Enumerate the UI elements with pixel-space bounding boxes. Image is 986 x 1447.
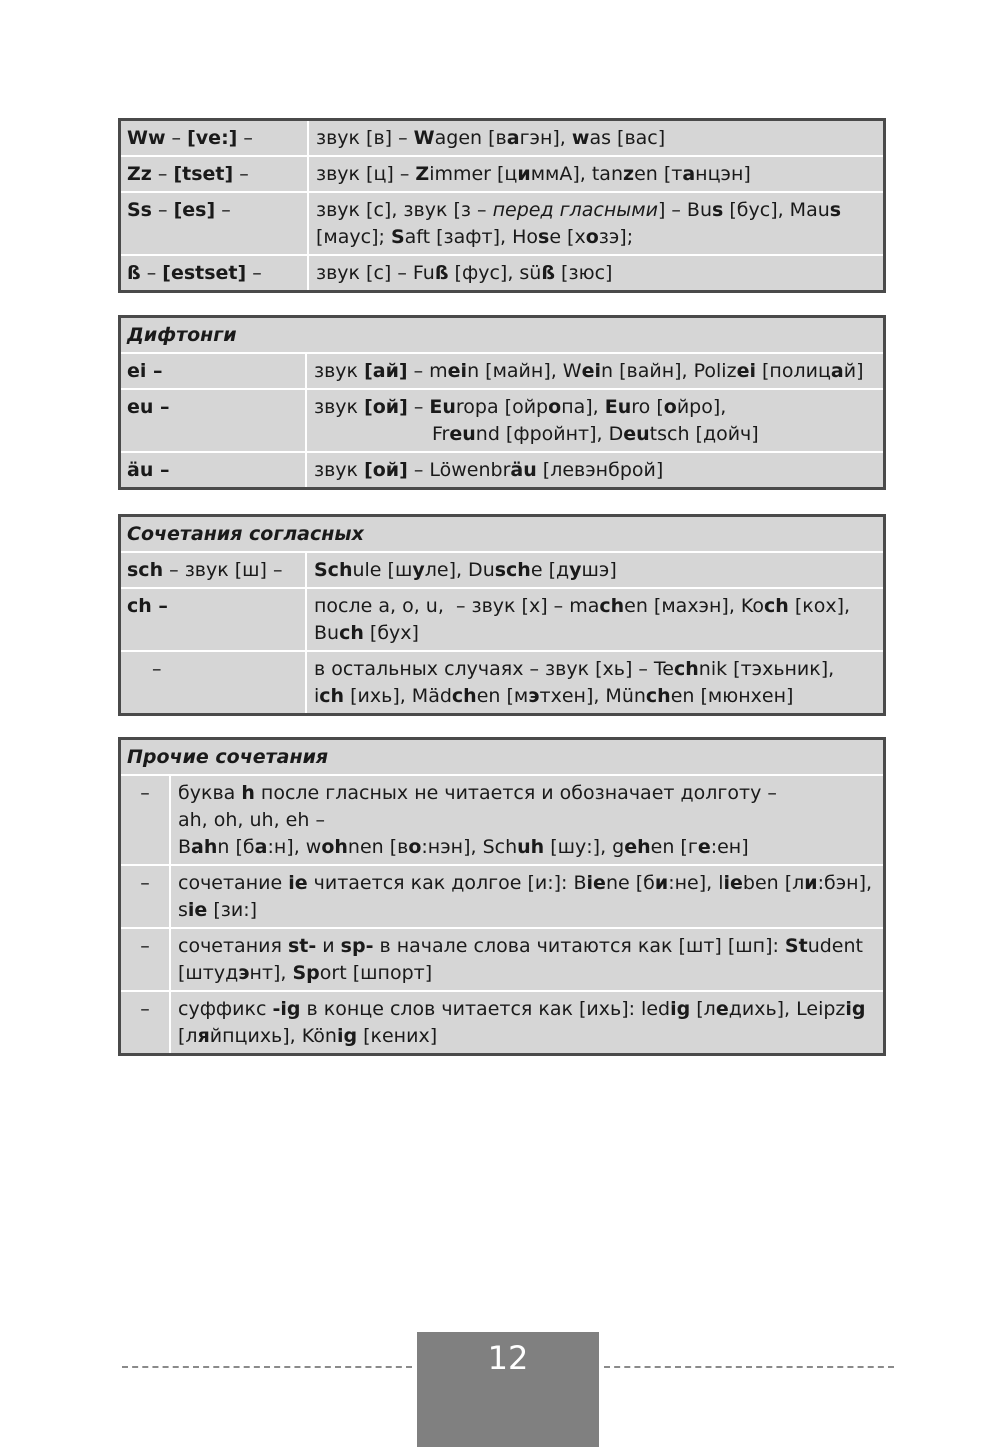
table-row [121, 193, 883, 256]
table-consonants [118, 514, 886, 716]
row-right: звук [ай] – mein [майн], Wein [вайн], Polizei [полицай] [314, 360, 864, 382]
row-right: Schule [шуле], Dusche [душэ] [314, 559, 617, 581]
row-right: звук [ц] – Zimmer [циммА], tanzen [танцэн] [316, 163, 751, 185]
table-diphthongs [118, 315, 886, 490]
row-left: ei – [121, 354, 307, 388]
row-right: звук [ой] – Europa [ойропа], Euro [ойро], Freund [фройнт], Deutsch [дойч] [314, 396, 759, 445]
row-right: звук [ой] – Löwenbräu [левэнброй] [314, 459, 664, 481]
row-left: eu – [121, 390, 307, 451]
row-right: буква h после гласных не читается и обозначает долготу – ah, oh, uh, eh – Bahn [ба:н], wohnen [во:нэн], Schuh [шу:], gehen [ге:ен] [178, 782, 777, 858]
row-left: – [121, 776, 171, 864]
row-left: sch – звук [ш] – [121, 553, 307, 587]
row-left: Ss – [es] – [121, 193, 309, 254]
table-row [121, 121, 883, 157]
table-letters [118, 118, 886, 293]
row-right: суффикс -ig в конце слов читается как [ихь]: ledig [ледихь], Leipzig [ляйпцихь], König [кених] [178, 998, 866, 1047]
table-row [121, 390, 883, 453]
page-number-box [417, 1332, 599, 1447]
table-row [121, 776, 883, 866]
table-header: Дифтонги [121, 318, 883, 354]
row-left: Zz – [tset] – [121, 157, 309, 191]
row-right: звук [в] – Wagen [вагэн], was [вас] [316, 127, 666, 149]
row-left: Ww – [ve:] – [121, 121, 309, 155]
table-other-combinations [118, 737, 886, 1056]
table-row [121, 589, 883, 652]
table-header: Сочетания согласных [121, 517, 883, 553]
row-right: после a, o, u, – звук [х] – machen [махэн], Koch [кох], Buch [бух] [314, 595, 851, 644]
page-number: 12 [487, 1339, 529, 1377]
row-left: – [121, 929, 171, 990]
table-row [121, 553, 883, 589]
row-left: äu – [121, 453, 307, 487]
row-left: ß – [estset] – [121, 256, 309, 290]
table-row [121, 354, 883, 390]
row-left: ch – [121, 589, 307, 650]
row-left: – [121, 866, 171, 927]
table-row [121, 992, 883, 1053]
row-right: звук [с], звук [з – перед гласными] – Bus [бус], Maus [маус]; Saft [зафт], Hose [хозэ]; [316, 199, 842, 248]
row-left: – [121, 652, 307, 713]
footer-dashed-line-right [604, 1366, 894, 1368]
table-row [121, 866, 883, 929]
row-left: – [121, 992, 171, 1053]
footer-dashed-line-left [122, 1366, 412, 1368]
table-row [121, 652, 883, 713]
table-row [121, 256, 883, 290]
table-row [121, 157, 883, 193]
table-row [121, 453, 883, 487]
table-row [121, 929, 883, 992]
row-right: сочетания st- и sp- в начале слова читаются как [шт] [шп]: Student [штудэнт], Sport [шпорт] [178, 935, 863, 984]
row-right: звук [с] – Fuß [фус], süß [зюс] [316, 262, 613, 284]
row-right: сочетание ie читается как долгое [и:]: Biene [би:не], lieben [ли:бэн], sie [зи:] [178, 872, 873, 921]
row-right: в остальных случаях – звук [хь] – Technik [тэхьник], ich [ихь], Mädchen [мэтхен], München [мюнхен] [314, 658, 835, 707]
table-header: Прочие сочетания [121, 740, 883, 776]
